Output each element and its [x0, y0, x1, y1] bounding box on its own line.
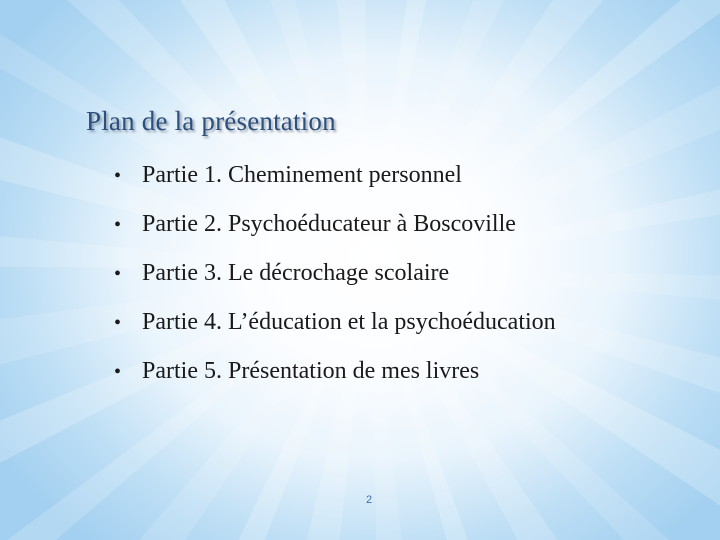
agenda-item-1 — [114, 155, 556, 204]
agenda-item-label: Partie 3. Le décrochage scolaire — [142, 260, 450, 286]
agenda-item-label: Partie 5. Présentation de mes livres — [142, 358, 480, 384]
slide-title: Plan de la présentation — [86, 106, 336, 136]
page-number: 2 — [366, 494, 373, 506]
bullet-icon: • — [114, 361, 122, 383]
bullet-icon: • — [114, 263, 122, 285]
bullet-icon: • — [114, 214, 122, 236]
bullet-icon: • — [114, 312, 122, 334]
agenda-item-label: Partie 4. L’éducation et la psychoéducation — [142, 309, 556, 335]
agenda-item-2 — [114, 204, 556, 253]
agenda-item-4 — [114, 302, 556, 351]
agenda-item-label: Partie 1. Cheminement personnel — [142, 162, 462, 188]
bullet-icon: • — [114, 165, 122, 187]
agenda-item-5 — [114, 351, 556, 400]
agenda-list — [114, 155, 556, 400]
agenda-item-3 — [114, 253, 556, 302]
agenda-item-label: Partie 2. Psychoéducateur à Boscoville — [142, 211, 516, 237]
